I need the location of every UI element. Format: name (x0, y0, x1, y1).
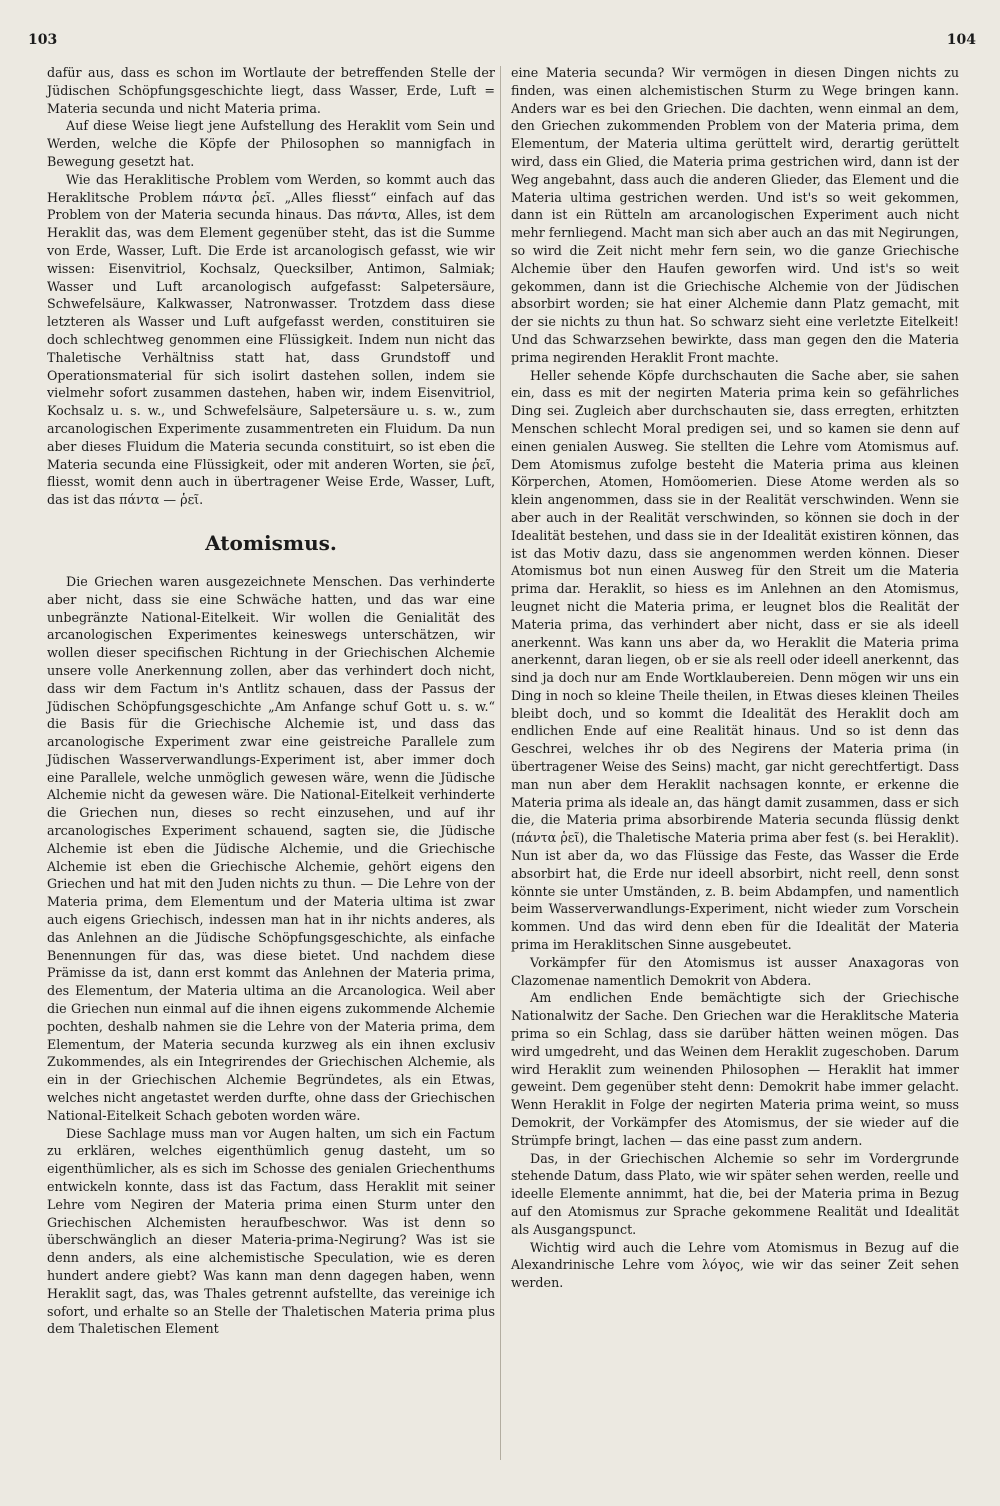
paragraph: Auf diese Weise liegt jene Aufstellung des Heraklit vom Sein und Werden, welche die Köpfe der Philosophen so mannigfach in Bewegung gesetzt hat. (47, 118, 495, 169)
paragraph: Am endlichen Ende bemächtigte sich der Griechische Nationalwitz der Sache. Den Griechen war die Heraklitsche Materia prima so ein Schlag, dass sie darüber hätten weinen mögen. Das wird umgedreht, und das Weinen dem Heraklit zugeschoben. Darum wird Heraklit zum weinenden Philosophen — Heraklit hat immer geweint. Dem gegenüber steht denn: Demokrit habe immer gelacht. Wenn Heraklit in Folge der negirten Materia prima weint, so muss Demokrit, der Vorkämpfer des Atomismus, der sie wieder auf die Strümpfe bringt, lachen — das eine passt zum andern. (511, 990, 959, 1148)
paragraph: dafür aus, dass es schon im Wortlaute der betreffenden Stelle der Jüdischen Schöpfungsgeschichte liegt, dass Wasser, Erde, Luft = Materia secunda und nicht Materia prima. (47, 65, 495, 116)
left-column (47, 64, 495, 1338)
column-divider (500, 66, 501, 1460)
right-column (511, 64, 959, 1292)
paragraph: Heller sehende Köpfe durchschauten die Sache aber, sie sahen ein, dass es mit der negirten Materia prima kein so gefährliches Ding sei. Zugleich aber durchschauten sie, dass erregten, erhitzten Menschen schlecht Moral predigen sei, und so kamen sie denn auf einen genialen Ausweg. Sie stellten die Lehre vom Atomismus auf. Dem Atomismus zufolge besteht die Materia prima aus kleinen Körperchen, Atomen, Homöomerien. Diese Atome werden als so klein angenommen, dass sie in der Realität verschwinden. Wenn sie aber auch in der Realität verschwinden, so können sie doch in der Idealität bestehen, und dass sie in der Idealität existiren können, das ist das Motiv dazu, dass sie angenommen werden können. Dieser Atomismus bot nun einen Ausweg für den Streit um die Materia prima dar. Heraklit, so hiess es im Anlehnen an den Atomismus, leugnet nicht die Materia prima, er leugnet blos die Realität der Materia prima, das verhindert aber nicht, dass er sie als ideell anerkennt. Was kann uns aber da, wo Heraklit die Materia prima anerkennt, daran liegen, ob er sie als reell oder ideell anerkennt, das sind ja doch nur am Ende Wortklaubereien. Denn mögen wir uns ein Ding in noch so kleine Theile theilen, in Etwas dieses kleinen Theiles bleibt doch, und so kommt die Idealität des Heraklit doch am endlichen Ende auf eine Realität hinaus. Und so ist denn das Geschrei, welches ihr ob des Negirens der Materia prima (in übertragener Weise des Seins) macht, gar nicht gerechtfertigt. Dass man nun aber dem Heraklit nachsagen konnte, er erkenne die Materia prima als ideale an, das hängt damit zusammen, dass er sich die, die Materia prima absorbirende Materia secunda flüssig denkt (πάντα ῥεῖ), die Thaletische Materia prima aber fest (s. bei Heraklit). Nun ist aber da, wo das Flüssige das Feste, das Wasser die Erde absorbirt hat, die Erde nur ideell absorbirt, nicht reell, denn sonst könnte sie unter Umständen, z. B. beim Abdampfen, und namentlich beim Wasserverwandlungs-Experiment, nicht wieder zum Vorschein kommen. Und das wird denn eben für die Idealität der Materia prima im Heraklitschen Sinne ausgebeutet. (511, 367, 959, 953)
section-heading: Atomismus. (205, 530, 337, 555)
page-number-left: 103 (28, 32, 58, 48)
paragraph: Wichtig wird auch die Lehre vom Atomismus in Bezug auf die Alexandrinische Lehre vom λόγος, wie wir das seiner Zeit sehen werden. (511, 1239, 959, 1291)
paragraph: Das, in der Griechischen Alchemie so sehr im Vordergrunde stehende Datum, dass Plato, wie wir später sehen werden, reelle und ideelle Elemente annimmt, hat die, bei der Materia prima in Bezug auf den Atomismus zur Sprache gekommene Realität und Idealität als Ausgangspunct. (511, 1150, 959, 1237)
paragraph: Vorkämpfer für den Atomismus ist ausser Anaxagoras von Clazomenae namentlich Demokrit von Abdera. (511, 954, 959, 988)
paragraph: Die Griechen waren ausgezeichnete Menschen. Das verhinderte aber nicht, dass sie eine Schwäche hatten, und das war eine unbegränzte National-Eitelkeit. Wir wollen die Genialität des arcanologischen Experimentes keineswegs unterschätzen, wir wollen dieser specifischen Richtung in der Griechischen Alchemie unsere volle Anerkennung zollen, aber das verhindert doch nicht, dass wir dem Factum in's Antlitz schauen, dass der Passus der Jüdischen Schöpfungsgeschichte „Am Anfange schuf Gott u. s. w.“ die Basis für die Griechische Alchemie ist, und dass das arcanologische Experiment zwar eine geistreiche Parallele zum Jüdischen Wasserverwandlungs-Experiment ist, aber immer doch eine Parallele, welche unmöglich gewesen wäre, wenn die Jüdische Alchemie nicht da gewesen wäre. Die National-Eitelkeit verhinderte die Griechen nun, dieses so recht einzusehen, und auf ihr arcanologisches Experiment schauend, sagten sie, die Jüdische Alchemie ist eben die Jüdische Alchemie, und die Griechische Alchemie ist eben die Griechische Alchemie, gehört eigens den Griechen und hat mit den Juden nichts zu thun. — Die Lehre von der Materia prima, dem Elementum und der Materia ultima ist zwar auch eigens Griechisch, indessen man hat in ihr nichts anderes, als das Anlehnen an die Jüdische Schöpfungsgeschichte, als einfache Benennungen für das, was diese bietet. Und nachdem diese Prämisse da ist, dann erst kommt das Anlehnen der Materia prima, des Elementum, der Materia ultima an die Arcanologica. Weil aber die Griechen nun einmal auf die ihnen eigens zukommende Alchemie pochten, deshalb nahmen sie die Lehre von der Materia prima, dem Elementum, der Materia secunda kurzweg als ein ihnen exclusiv Zukommendes, als ein Integrirendes der Griechischen Alchemie, als ein in der Griechischen Alchemie Begründetes, als ein Etwas, welches nicht angetastet werden durfte, ohne dass der Griechischen National-Eitelkeit Schach geboten worden wäre. (47, 573, 495, 1123)
page-number-right: 104 (946, 32, 976, 48)
paragraph: Wie das Heraklitische Problem vom Werden, so kommt auch das Heraklitsche Problem πάντα ῥεῖ. „Alles fliesst“ einfach auf das Problem von der Materia secunda hinaus. Das πάντα, Alles, ist dem Heraklit das, was dem Element gegenüber steht, das ist die Summe von Erde, Wasser, Luft. Die Erde ist arcanologisch gefasst, wie wir wissen: Eisenvitriol, Kochsalz, Quecksilber, Antimon, Salmiak; Wasser und Luft arcanologisch aufgefasst: Salpetersäure, Schwefelsäure, Kalkwasser, Natronwasser. Trotzdem dass diese letzteren als Wasser und Luft aufgefasst werden, constituiren sie doch schlechtweg genommen eine Flüssigkeit. Indem nun nicht das Thaletische Verhältniss statt hat, dass Grundstoff und Operationsmaterial für sich isolirt dastehen sollen, indem sie vielmehr sofort zusammen dastehen, haben wir, indem Eisenvitriol, Kochsalz u. s. w., und Schwefelsäure, Salpetersäure u. s. w., zum arcanologischen Experimente zusammentreten ein Fluidum. Da nun aber dieses Fluidum die Materia secunda constituirt, so ist eben die Materia secunda eine Flüssigkeit, oder mit anderen Worten, sie ῥεῖ, fliesst, womit denn auch in übertragener Weise Erde, Wasser, Luft, das ist das πάντα — ῥεῖ. (47, 171, 495, 508)
paragraph: eine Materia secunda? Wir vermögen in diesen Dingen nichts zu finden, was einen alchemistischen Sturm zu Wege bringen kann. Anders war es bei den Griechen. Die dachten, wenn einmal an dem, den Griechen zukommenden Problem von der Materia prima, dem Elementum, der Materia ultima gerüttelt wird, derartig gerüttelt wird, dass ein Glied, die Materia prima gestrichen wird, dann ist der Weg angebahnt, dass auch die anderen Glieder, das Element und die Materia ultima gestrichen werden. Und ist's so weit gekommen, dann ist ein Rütteln am arcanologischen Experiment auch nicht mehr fernliegend. Macht man sich aber auch an das mit Negirungen, so wird die Zeit nicht mehr fern sein, wo die ganze Griechische Alchemie über den Haufen geworfen wird. Und ist's so weit gekommen, dann ist die Griechische Alchemie von der Jüdischen absorbirt worden; sie hat einer Alchemie dann Platz gemacht, mit der sie nichts zu thun hat. So schwarz sieht eine verletzte Eitelkeit! Und das Schwarzsehen bewirkte, dass man gegen den die Materia prima negirenden Heraklit Front machte. (511, 65, 959, 365)
paragraph: Diese Sachlage muss man vor Augen halten, um sich ein Factum zu erklären, welches eigenthümlich genug dasteht, um so eigenthümlicher, als es sich im Schosse des genialen Griechenthums entwickeln konnte, dass ist das Factum, dass Heraklit mit seiner Lehre vom Negiren der Materia prima einen Sturm unter den Griechischen Alchemisten heraufbeschwor. Was ist denn so überschwänglich an dieser Materia-prima-Negirung? Was ist sie denn anders, als eine alchemistische Speculation, wie es deren hundert andere giebt? Was kann man denn dagegen haben, wenn Heraklit sagt, das, was Thales getrennt aufstellte, das vereinige ich sofort, und erhalte so an Stelle der Thaletischen Materia prima plus dem Thaletischen Element (47, 1125, 495, 1337)
